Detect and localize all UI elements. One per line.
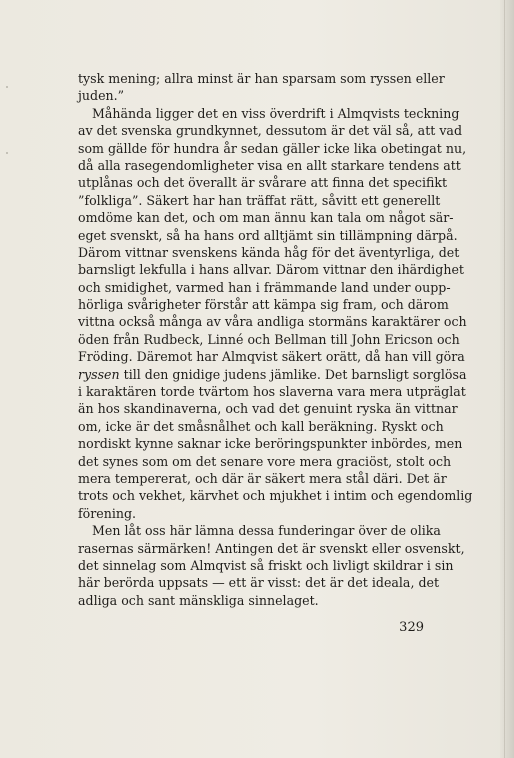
text-line: utplånas och det överallt är svårare att finna det specifikt <box>78 175 448 191</box>
page-edge <box>500 0 514 758</box>
body-text <box>78 70 473 609</box>
text-line: adliga och sant mänskliga sinnelaget. <box>78 592 319 608</box>
page-number: 329 <box>399 620 424 635</box>
text-line: då alla rasegendomligheter visa en allt starkare tendens att <box>78 157 461 173</box>
text-line: öden från Rudbeck, Linné och Bellman till John Ericson och <box>78 331 460 347</box>
text-line: här berörda uppsats — ett är visst: det är det ideala, det <box>78 575 440 591</box>
paper-speck <box>6 86 8 88</box>
text-line: ryssen till den gnidige judens jämlike. Det barnsligt sorglösa <box>78 366 467 382</box>
text-line: mera tempererat, och där är säkert mera stål däri. Det är <box>78 470 447 486</box>
page-edge-line <box>504 0 505 758</box>
text-line: hörliga svårigheter förstår att kämpa sig fram, och därom <box>78 297 449 313</box>
text-line: och smidighet, varmed han i främmande land under oupp- <box>78 279 451 295</box>
text-line: om, icke är det småsnålhet och kall beräkning. Ryskt och <box>78 418 444 434</box>
text-line: Måhända ligger det en viss överdrift i Almqvists teckning <box>92 105 460 121</box>
text-line: förening. <box>78 505 137 521</box>
text-line: Men låt oss här lämna dessa funderingar över de olika <box>92 523 441 539</box>
text-line: än hos skandinaverna, och vad det genuint ryska än vittnar <box>78 401 458 417</box>
text-line: av det svenska grundkynnet, dessutom är det väl så, att vad <box>78 123 463 139</box>
text-line: det synes som om det senare vore mera graciöst, stolt och <box>78 453 452 469</box>
text-line: eget svenskt, så ha hans ord alltjämt sin tillämpning därpå. <box>78 227 458 243</box>
paper-speck <box>6 152 8 154</box>
text-line: Fröding. Däremot har Almqvist säkert orätt, då han vill göra <box>78 349 465 365</box>
text-line: som gällde för hundra år sedan gäller icke lika obetingat nu, <box>78 140 467 156</box>
text-line: ”folkliga”. Säkert har han träffat rätt, såvitt ett generellt <box>78 192 441 208</box>
text-line: i karaktären torde tvärtom hos slaverna vara mera utpräglat <box>78 384 466 400</box>
text-line: det sinnelag som Almqvist så friskt och livligt skildrar i sin <box>78 557 454 573</box>
text-line: juden.” <box>78 88 125 104</box>
text-line: vittna också många av våra andliga stormäns karaktärer och <box>78 314 467 330</box>
text-line: trots och vekhet, kärvhet och mjukhet i intim och egendomlig <box>78 488 473 504</box>
text-line: rasernas särmärken! Antingen det är svenskt eller osvenskt, <box>78 540 465 556</box>
text-line: barnsligt lekfulla i hans allvar. Därom vittnar den ihärdighet <box>78 262 464 278</box>
text-line: Därom vittnar svenskens kända håg för det äventyrliga, det <box>78 244 460 260</box>
text-line: tysk mening; allra minst är han sparsam som ryssen eller <box>78 71 445 86</box>
text-line: omdöme kan det, och om man ännu kan tala om något sär- <box>78 210 454 226</box>
emphasized-word: ryssen <box>78 366 120 382</box>
text-line: nordiskt kynne saknar icke beröringspunkter inbördes, men <box>78 436 463 452</box>
